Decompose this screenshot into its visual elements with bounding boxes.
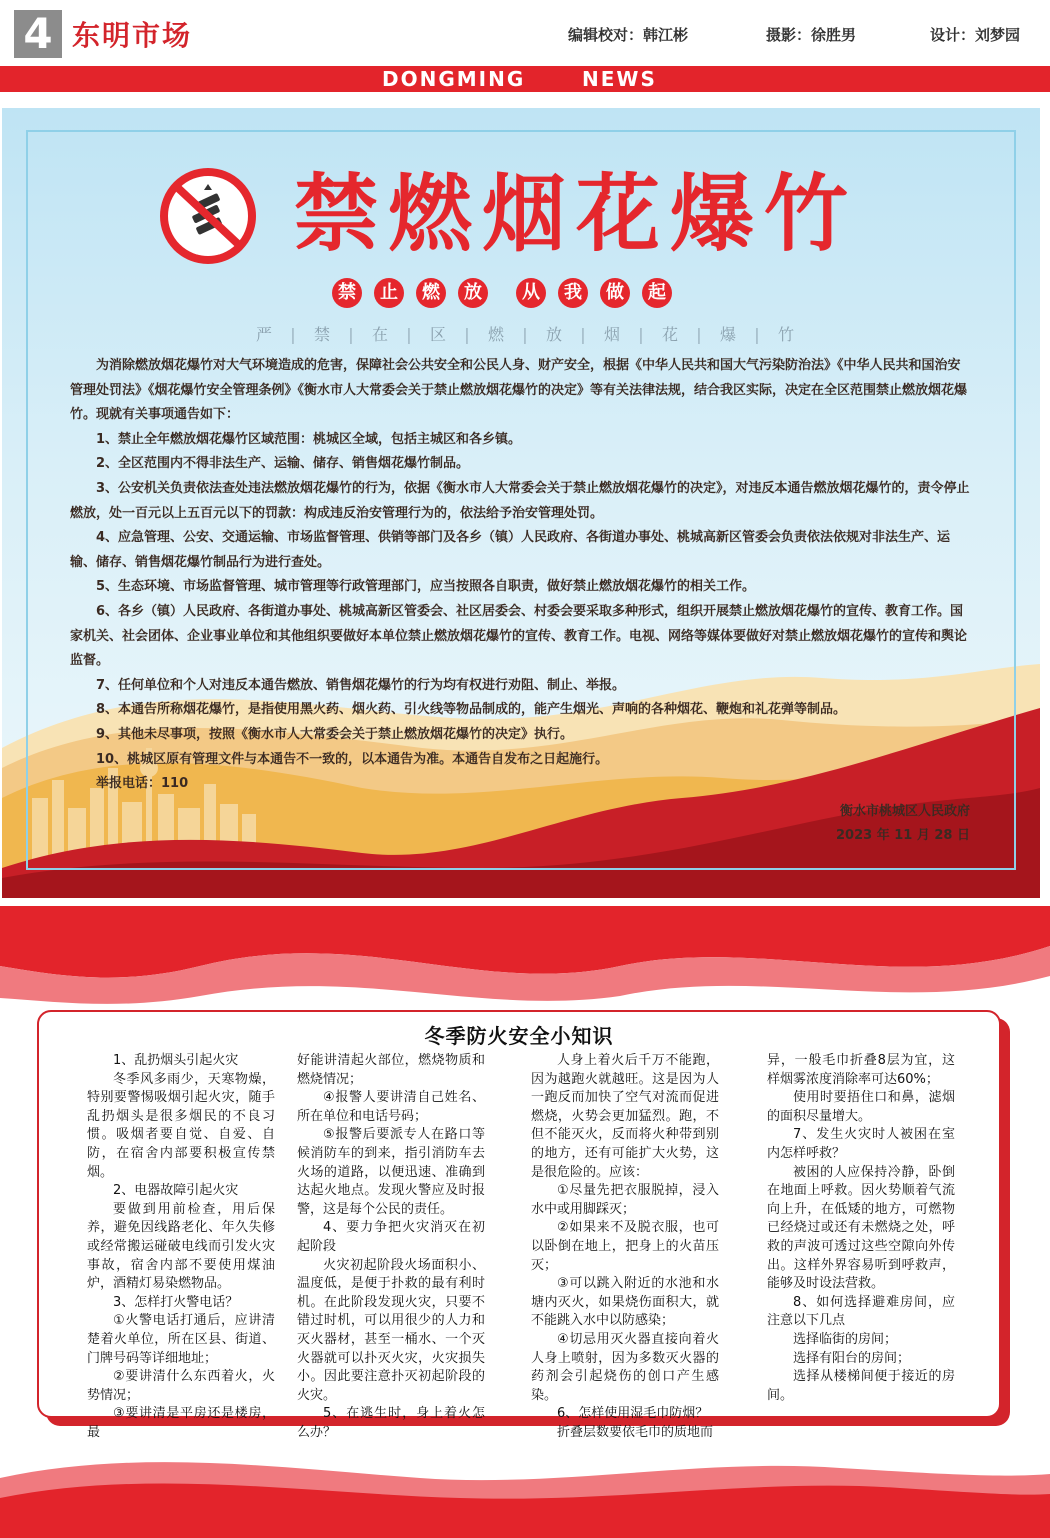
tips-column-2 — [297, 1052, 485, 1442]
notice-paragraph: 8、本通告所称烟花爆竹，是指使用黑火药、烟火药、引火线等物品制成的，能产生烟光、声响的各种烟花、鞭炮和礼花弹等制品。 — [96, 702, 847, 718]
subline-char: 放 — [545, 325, 564, 344]
slogan-char: 放 — [458, 278, 488, 308]
tips-paragraph: 要做到用前检查，用后保养，避免因线路老化、年久失修或经常搬运碰破电线而引发火灾事故，宿舍内部不要使用煤油炉，酒精灯易染燃物品。 — [87, 1201, 275, 1292]
page-number: 4 — [14, 10, 62, 58]
tips-paragraph: 6、怎样使用湿毛巾防烟？ — [557, 1406, 709, 1422]
tips-paragraph: 3、怎样打火警电话？ — [113, 1294, 239, 1310]
notice-paragraph: 9、其他未尽事项，按照《衡水市人大常委会关于禁止燃放烟花爆竹的决定》执行。 — [96, 726, 574, 742]
notice-paragraph: 1、禁止全年燃放烟花爆竹区域范围：桃城区全域，包括主城区和各乡镇。 — [96, 431, 522, 447]
tips-paragraph: ②如果来不及脱衣服，也可以卧倒在地上，把身上的火苗压灭； — [531, 1220, 719, 1273]
paper-name: 东明市场 — [72, 19, 193, 52]
slogan-char: 我 — [558, 278, 588, 308]
subline-char: 燃 — [487, 325, 506, 344]
subline-char: 竹 — [777, 325, 796, 344]
no-fireworks-icon — [160, 168, 256, 264]
slogan-char: 禁 — [332, 278, 362, 308]
notice-paragraph: 6、各乡（镇）人民政府、各街道办事处、桃城高新区管委会、社区居委会、村委会要采取多种形式，组织开展禁止燃放烟花爆竹的宣传、教育工作。国家机关、社会团体、企业事业单位和其他组织要做好本单位禁止燃放烟花爆竹的宣传、教育工作。电视、网络等媒体要做好对禁止燃放烟花爆竹的宣传和舆论监督。 — [70, 603, 968, 669]
slogan-char: 做 — [600, 278, 630, 308]
tips-column-3 — [531, 1052, 719, 1442]
tips-paragraph: ④报警人要讲清自己姓名、所在单位和电话号码； — [297, 1090, 485, 1124]
decorative-wave-bottom — [0, 1438, 1050, 1538]
issue-date: 2023 年 11 月 28 日 — [836, 828, 970, 843]
issuer-block — [836, 800, 970, 848]
credit-editor: 编辑校对：韩江彬 — [568, 26, 689, 44]
tips-paragraph: 2、电器故障引起火灾 — [113, 1183, 239, 1199]
issuer-name: 衡水市桃城区人民政府 — [839, 804, 970, 819]
tips-paragraph: 火灾初起阶段火场面积小、温度低，是便于扑救的最有利时机。在此阶段发现火灾，只要不错过时机，可以用很少的人力和灭火器材，甚至一桶水、一个灭火器就可以扑灭火灾，火灾损失小。因此要注意扑灭初起阶段的火灾。 — [297, 1257, 485, 1403]
subline-char: 区 — [429, 325, 448, 344]
notice-paragraph: 3、公安机关负责依法查处违法燃放烟花爆竹的行为，依据《衡水市人大常委会关于禁止燃放烟花爆竹的决定》，对违反本通告燃放烟花爆竹的，责令停止燃放，处一百元以上五百元以下的罚款：构成违反治安管理行为的，依法给予治安管理处罚。 — [70, 480, 970, 521]
notice-paragraph: 4、应急管理、公安、交通运输、市场监督管理、供销等部门及各乡（镇）人民政府、各街道办事处、桃城高新区管委会负责依法依规对非法生产、运输、储存、销售烟花爆竹制品行为进行查处。 — [70, 530, 951, 570]
tips-paragraph: 选择临街的房间； — [793, 1331, 898, 1347]
tips-paragraph: ①尽量先把衣服脱掉，浸入水中或用脚踩灭； — [531, 1183, 719, 1217]
poster-title: 禁燃烟花爆竹 — [294, 164, 859, 263]
tips-column-1 — [87, 1052, 275, 1442]
tips-paragraph: 被困的人应保持冷静，卧倒在地面上呼救。因火势顺着气流向上升，在低矮的地方，可燃物已经烧过或还有未燃烧之处，呼救的声波可透过这些空隙向外传出。这样外界容易听到呼救声，能够及时设法营救。 — [767, 1164, 955, 1292]
subline-char: 烟 — [603, 325, 622, 344]
report-hotline: 举报电话：110 — [96, 776, 189, 792]
tips-title: 冬季防火安全小知识 — [424, 1024, 614, 1048]
subline: 严 | 禁 | 在 | 区 | 燃 | 放 | 烟 | 花 | 爆 | 竹 — [252, 322, 800, 345]
subline-char: 花 — [661, 325, 680, 344]
tips-paragraph: 7、发生火灾时人被困在室内怎样呼救？ — [767, 1127, 955, 1161]
tips-paragraph: ③可以跳入附近的水池和水塘内灭火，如果烧伤面积大，就不能跳入水中以防感染； — [531, 1276, 719, 1329]
notice-body — [70, 354, 972, 797]
fire-safety-tips — [37, 1010, 1001, 1440]
credit-design: 设计：刘梦园 — [930, 26, 1021, 44]
tips-paragraph: 5、在逃生时，身上着火怎么办？ — [297, 1406, 485, 1440]
tips-paragraph: 选择从楼梯间便于接近的房间。 — [767, 1369, 955, 1403]
notice-paragraph: 7、任何单位和个人对违反本通告燃放、销售烟花爆竹的行为均有权进行劝阻、制止、举报。 — [96, 677, 626, 693]
tips-paragraph: ⑤报警后要派专人在路口等候消防车的到来，指引消防车去火场的道路，以便迅速、准确到达起火地点。发现火警应及时报警，这是每个公民的责任。 — [297, 1127, 485, 1217]
notice-paragraph: 为消除燃放烟花爆竹对大气环境造成的危害，保障社会公共安全和公民人身、财产安全，根据《中华人民共和国大气污染防治法》《中华人民共和国治安管理处罚法》《烟花爆竹安全管理条例》《衡水市人大常委会关于禁止燃放烟花爆竹的决定》等有关法律法规，结合我区实际，决定在全区范围禁止燃放烟花爆竹。现就有关事项通告如下： — [70, 358, 968, 423]
masthead-band — [0, 66, 1050, 92]
tips-paragraph: 1、乱扔烟头引起火灾 — [113, 1053, 239, 1068]
tips-paragraph: 4、要力争把火灾消灭在初起阶段 — [297, 1220, 485, 1254]
subline-char: 爆 — [719, 325, 738, 344]
page-header — [0, 0, 1050, 96]
decorative-wave-top — [0, 906, 1050, 1016]
slogan-char: 起 — [642, 278, 672, 308]
notice-paragraph: 2、全区范围内不得非法生产、运输、储存、销售烟花爆竹制品。 — [96, 456, 470, 472]
tips-paragraph: 8、如何选择避难房间，应注意以下几点 — [767, 1294, 955, 1329]
tips-paragraph: 异，一般毛巾折叠8层为宜，这样烟雾浓度消除率可达60%； — [767, 1053, 955, 1087]
slogan — [332, 278, 684, 308]
subline-char: 禁 — [313, 325, 332, 344]
tips-paragraph: ①火警电话打通后，应讲清楚着火单位，所在区县、街道、门牌号码等详细地址； — [87, 1313, 275, 1366]
slogan-char: 从 — [516, 278, 546, 308]
subline-char: 在 — [371, 325, 390, 344]
band-word-dongming: DONGMING — [382, 67, 526, 91]
tips-paragraph: 使用时要捂住口和鼻，滤烟的面积尽量增大。 — [767, 1090, 955, 1124]
subline-char: 严 — [255, 325, 274, 344]
tips-column-4 — [767, 1052, 955, 1405]
slogan-char: 燃 — [416, 278, 446, 308]
notice-paragraph: 5、生态环境、市场监督管理、城市管理等行政管理部门，应当按照各自职责，做好禁止燃放烟花爆竹的相关工作。 — [96, 579, 756, 595]
tips-paragraph: ②要讲清什么东西着火，火势情况； — [87, 1369, 275, 1403]
tips-paragraph: ③要讲清是平房还是楼房，最 — [87, 1406, 275, 1440]
credit-photo: 摄影：徐胜男 — [766, 26, 857, 44]
fireworks-ban-poster — [2, 108, 1040, 898]
tips-paragraph: 冬季风多雨少，天寒物燥，特别要警惕吸烟引起火灾，随手乱扔烟头是很多烟民的不良习惯。吸烟者要自觉、自爱、自防，在宿舍内部要积极宣传禁烟。 — [87, 1071, 275, 1180]
tips-paragraph: 选择有阳台的房间； — [793, 1350, 911, 1366]
tips-paragraph: ④切忌用灭火器直接向着火人身上喷射，因为多数灭火器的药剂会引起烧伤的创口产生感染。 — [531, 1331, 719, 1403]
tips-paragraph: 人身上着火后千万不能跑，因为越跑火就越旺。这是因为人一跑反而加快了空气对流而促进燃烧，火势会更加猛烈。跑，不但不能灭火，反而将火种带到别的地方，还有可能扩大火势，这是很危险的。应该： — [531, 1053, 719, 1180]
slogan-char: 止 — [374, 278, 404, 308]
tips-paragraph: 好能讲清起火部位，燃烧物质和燃烧情况； — [297, 1053, 485, 1087]
band-word-news: NEWS — [582, 67, 657, 91]
notice-paragraph: 10、桃城区原有管理文件与本通告不一致的，以本通告为准。本通告自发布之日起施行。 — [96, 751, 609, 767]
tips-paragraph: 折叠层数要依毛巾的质地而 — [557, 1424, 714, 1440]
